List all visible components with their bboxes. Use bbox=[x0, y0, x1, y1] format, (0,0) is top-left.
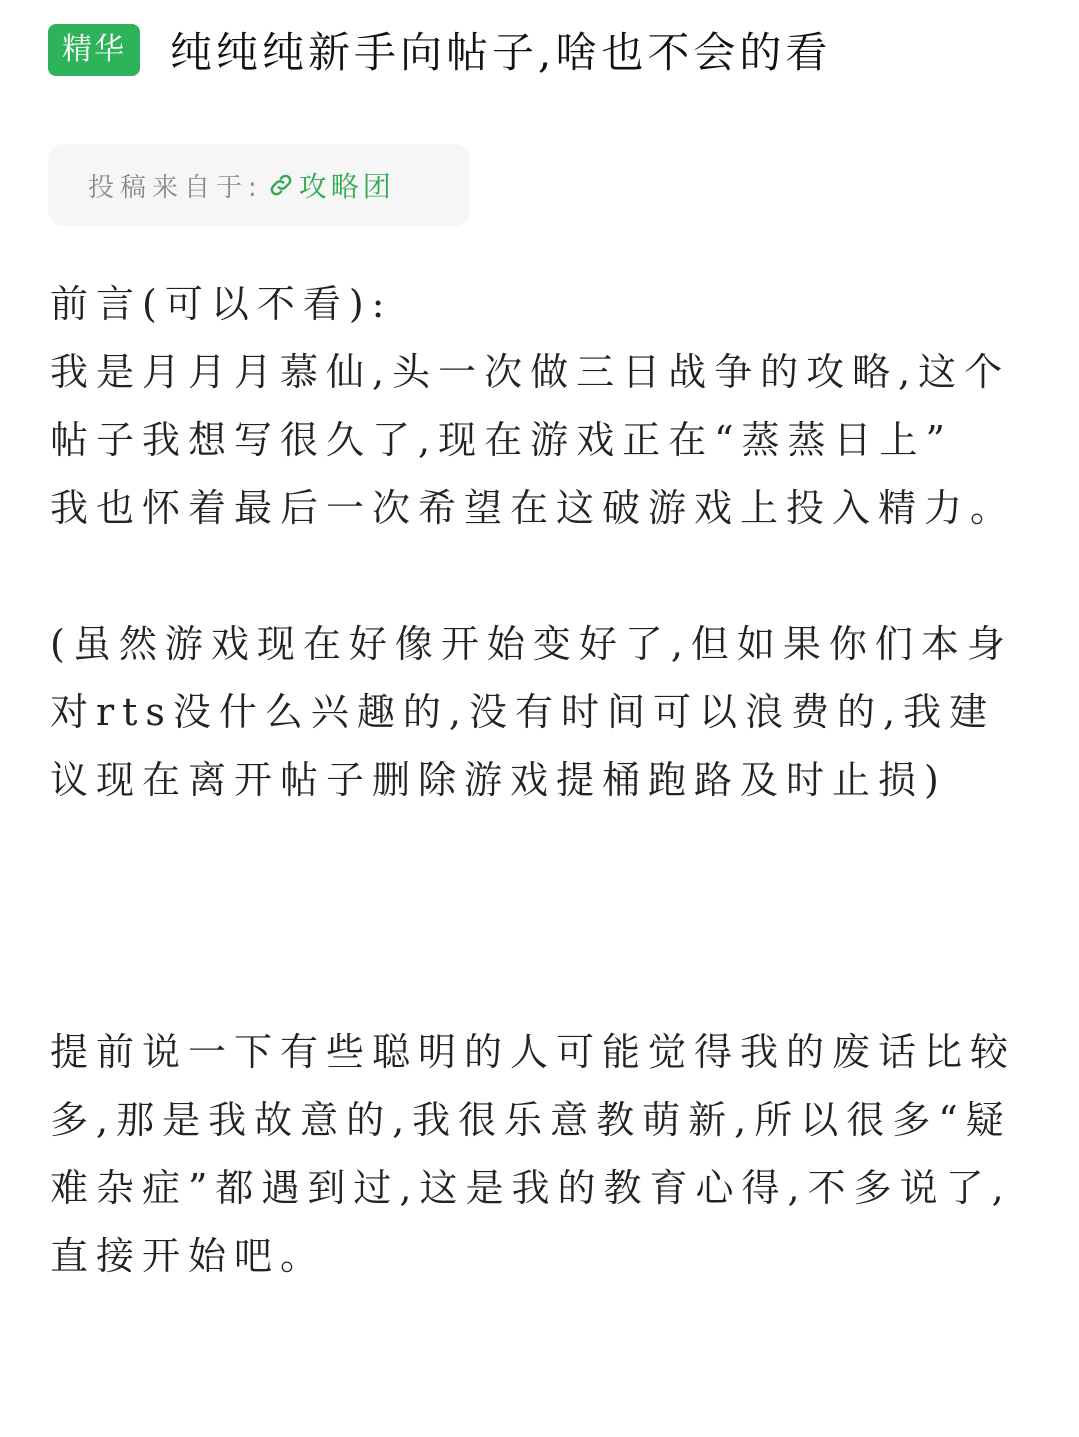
source-link[interactable] bbox=[267, 165, 395, 205]
post-title: 纯纯纯新手向帖子,啥也不会的看 bbox=[170, 28, 832, 77]
post-header bbox=[48, 22, 1048, 78]
featured-badge: 精华 bbox=[48, 24, 140, 76]
paragraph-note: 提前说一下有些聪明的人可能觉得我的废话比较多,那是我故意的,我很乐意教萌新,所以很多“疑难杂症”都遇到过,这是我的教育心得,不多说了,直接开始吧。 bbox=[50, 1030, 1017, 1278]
source-box bbox=[48, 144, 470, 226]
link-icon bbox=[267, 171, 295, 199]
post-content bbox=[50, 270, 1040, 1290]
paragraph-preface: 前言(可以不看): 我是月月月慕仙,头一次做三日战争的攻略,这个帖子我想写很久了,现在游戏正在“蒸蒸日上” 我也怀着最后一次希望在这破游戏上投入精力。 bbox=[50, 282, 1017, 530]
source-label: 投稿来自于: bbox=[88, 172, 263, 203]
source-link-text[interactable]: 攻略团 bbox=[298, 170, 395, 203]
paragraph-gap bbox=[50, 814, 1040, 1018]
paragraph-gap bbox=[50, 542, 1040, 610]
paragraph-warning: (虽然游戏现在好像开始变好了,但如果你们本身对rts没什么兴趣的,没有时间可以浪费的,我建议现在离开帖子删除游戏提桶跑路及时止损) bbox=[50, 622, 1013, 802]
